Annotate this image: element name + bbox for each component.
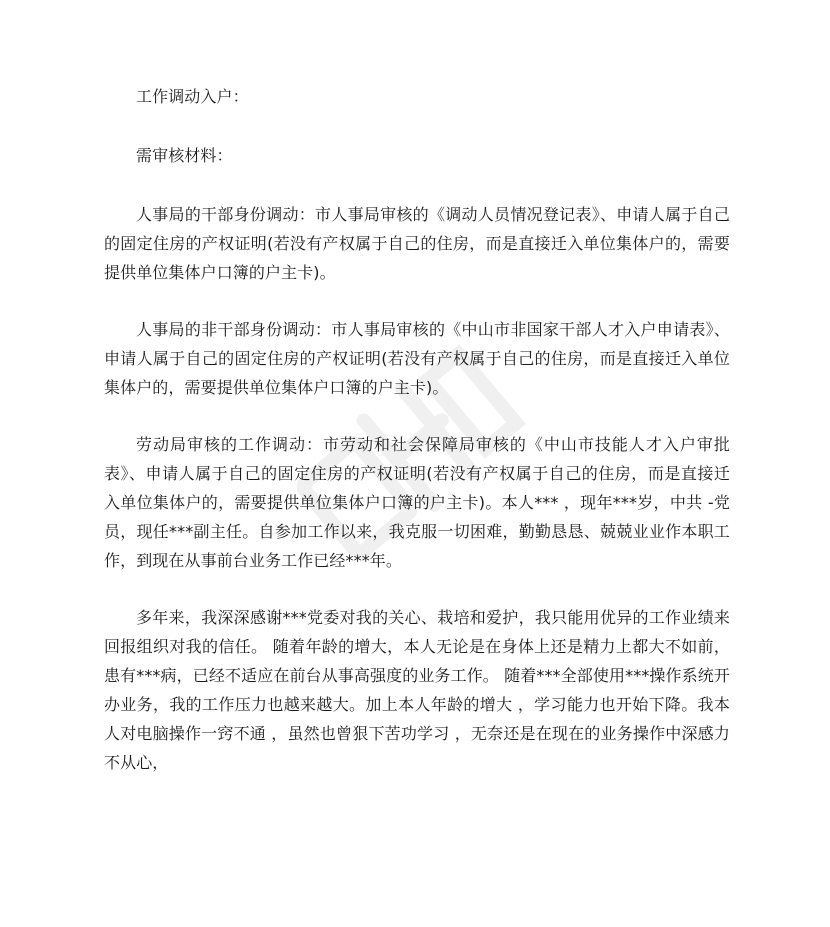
heading-transfer-residency: 工作调动入户：	[136, 87, 249, 106]
paragraph-non-cadre-transfer: 人事局的非干部身份调动：市人事局审核的《中山市非国家干部人才入户申请表》、申请人属于自己的固定住房的产权证明(若没有产权属于自己的住房，而是直接迁入单位集体户的，需要提供单位集体户口簿的户主卡)。	[104, 320, 730, 397]
paragraph-personal-statement: 多年来，我深深感谢***党委对我的关心、栽培和爱护，我只能用优异的工作业绩来回报组织对我的信任。 随着年龄的增大，本人无论是在身体上还是精力上都大不如前，患有***病，已经不适应在前台从事高强度的业务工作。 随着***全部使用***操作系统开办业务，我的工作压力也越来越大。加上本人年龄的增大 ，学习能力也开始下降。我本人对电脑操作一窍不通 ，虽然也曾狠下苦功学习 ，无奈还是在现在的业务操作中深感力不从心，	[104, 608, 730, 772]
paragraph-cadre-transfer: 人事局的干部身份调动：市人事局审核的《调动人员情况登记表》、申请人属于自己的固定住房的产权证明(若没有产权属于自己的住房，而是直接迁入单位集体户的，需要提供单位集体户口簿的户主卡)。	[104, 205, 730, 282]
document-body	[104, 82, 730, 805]
paragraph-labor-bureau-transfer: 劳动局审核的工作调动：市劳动和社会保障局审核的《中山市技能人才入户审批表》、申请人属于自己的固定住房的产权证明(若没有产权属于自己的住房，而是直接迁入单位集体户的，需要提供单位集体户口簿的户主卡)。本人*** ，现年***岁，中共 -党员，现任***副主任。自参加工作以来，我克服一切困难，勤勤恳恳、兢兢业业作本职工作，到现在从事前台业务工作已经***年。	[104, 435, 730, 570]
heading-required-materials: 需审核材料：	[136, 146, 233, 165]
